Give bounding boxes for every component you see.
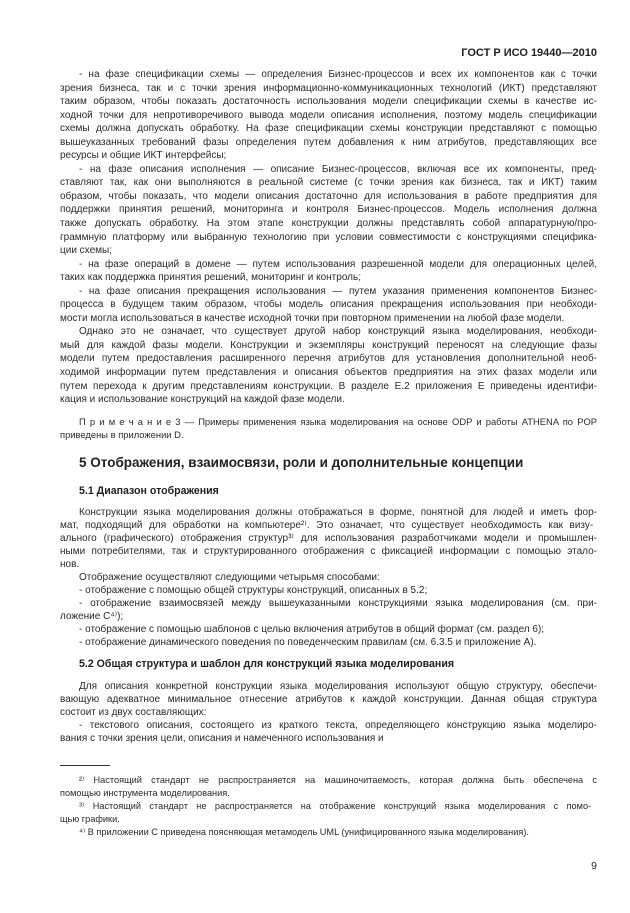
- text-line-content: ными потребителями, так и структурированного отображения с фиксацией информации с помощью этало-: [60, 546, 597, 557]
- paragraph: [60, 584, 597, 597]
- text-line-content: - на фазе описания прекращения использования — путем указания применения компонентов Бизнес-: [79, 285, 597, 297]
- text-line-content: образом, чтобы показать, что модели описания достаточно для использования в работе предприятия для: [60, 190, 597, 202]
- text-line: [60, 706, 597, 719]
- note-3: [60, 415, 597, 441]
- paragraph: [60, 506, 597, 571]
- text-line-content: ции схемы;: [60, 245, 112, 257]
- text-line: [60, 610, 597, 623]
- text-line-content: вышеуказанных требований фазы определения путем добавления к ним атрибутов, представляющих все: [60, 136, 597, 148]
- text-line: [60, 558, 597, 571]
- text-line-content: ходимой информации путем представления и описания объектов предприятия на этих фазах модели или: [60, 367, 597, 379]
- text-line-content: - отображение с помощью шаблонов с целью включения атрибутов в общий формат (см. раздел 6);: [79, 624, 545, 635]
- text-line: [60, 571, 597, 584]
- text-line-content: Конструкции языка моделирования должны отображаться в форме, понятной для людей и иметь фор-: [79, 507, 597, 518]
- text-line-content: мат, подходящий для обработки на компьютере²⁾. Это означает, что существует необходимость как визу-: [60, 520, 594, 531]
- text-line: [60, 203, 597, 217]
- text-line-content: - на фазе операций в домене — путем использования разрешенной модели для операционных целей,: [79, 258, 597, 270]
- text-line: [60, 623, 597, 636]
- paragraph: [60, 415, 597, 441]
- text-line-content: Отображение осуществляют следующими четырьмя способами:: [79, 572, 380, 583]
- text-line-content: ²⁾ Настоящий стандарт не распространяется на машиночитаемость, которая должна быть обеспечена с: [79, 775, 597, 785]
- text-line: [60, 149, 597, 163]
- text-line-content: Для описания конкретной конструкции языка моделирования используют общую структуру, обеспечи-: [79, 681, 597, 692]
- text-line: [60, 584, 597, 597]
- footnotes: [60, 774, 597, 839]
- text-line: [60, 366, 597, 380]
- paragraph: [60, 68, 597, 163]
- page-number: 9: [591, 860, 597, 872]
- text-line-content: таких как поддержка принятия решений, мониторинг и контроль;: [60, 272, 361, 284]
- text-line: [60, 82, 597, 96]
- text-line: [60, 380, 597, 394]
- text-line: [60, 719, 597, 732]
- text-line-content: ходной точки для непротиворечивого вывода модели описания исполнения, поэтому модель спецификации: [60, 109, 597, 121]
- text-line-content: кация и использование конструкций на каждой фазе модели.: [60, 394, 345, 406]
- text-line-content: мый для каждой фазы модели. Конструкции и экземпляры конструкций переносят на следующие фазы: [60, 339, 597, 351]
- text-line-content: поддержки принятия решений, мониторинга и контроля Бизнес-процессов. Модель исполнения должна: [60, 204, 597, 216]
- text-line: [60, 506, 597, 519]
- text-line-content: помощью инструмента моделирования.: [60, 788, 230, 798]
- text-line-content: ложение С⁴⁾);: [60, 611, 124, 622]
- text-line: [60, 163, 597, 177]
- heading-section-5-2: 5.2 Общая структура и шаблон для конструкций языка моделирования: [79, 658, 455, 670]
- text-line-content: - отображение взаимосвязей между вышеуказанными конструкциями языка моделирования (см. при-: [79, 598, 597, 609]
- text-line: [60, 545, 597, 558]
- paragraph: [60, 774, 597, 800]
- text-line: [60, 109, 597, 123]
- text-line: [60, 693, 597, 706]
- text-line: [60, 312, 597, 326]
- text-line-content: ставляют так, как они выполняются в реальной системе (с точки зрения как бизнеса, так и ИКТ) таким: [60, 177, 597, 189]
- text-line: [60, 68, 597, 82]
- text-line: [60, 519, 597, 532]
- section-5-1-text: [60, 506, 597, 649]
- text-line: [60, 352, 597, 366]
- paragraph: [60, 719, 597, 745]
- text-line: [60, 244, 597, 258]
- text-line: [60, 636, 597, 649]
- text-line: [60, 122, 597, 136]
- text-line-content: Однако это не означает, что существует другой набор конструкций языка моделирования, необходи-: [79, 326, 597, 338]
- heading-section-5-1: 5.1 Диапазон отображения: [79, 485, 219, 497]
- section-phases-text: [60, 68, 597, 407]
- text-line: [60, 532, 597, 545]
- paragraph: [60, 285, 597, 326]
- text-line-content: щью графики.: [60, 814, 120, 824]
- text-line-content: П р и м е ч а н и е 3 — Примеры применения языка моделирования на основе ODP и работы ATHENA по POP: [79, 416, 597, 427]
- text-line-content: зрения бизнеса, так и с точки зрения информационно-коммуникационных технологий (ИКТ) представляют: [60, 82, 597, 94]
- text-line-content: таким образом, чтобы показать достаточность использования модели спецификации схемы в качестве ис-: [60, 96, 597, 108]
- text-line: [60, 680, 597, 693]
- text-line-content: нов.: [60, 559, 80, 570]
- text-line: [60, 800, 597, 813]
- text-line-content: приведены в приложении D.: [60, 429, 184, 440]
- text-line: [60, 787, 597, 800]
- paragraph: [60, 163, 597, 258]
- text-line: [60, 298, 597, 312]
- text-line-content: вания с точки зрения цели, описания и намеченного использования и: [60, 733, 384, 744]
- text-line: [60, 428, 597, 441]
- paragraph: [60, 680, 597, 719]
- text-line-content: - отображение с помощью общей структуры конструкций, описанных в 5.2;: [79, 585, 428, 596]
- text-line-content: состоит из двух составляющих:: [60, 707, 207, 718]
- text-line: [60, 176, 597, 190]
- text-line-content: ального (графического) отображения структур³⁾ для использования разработчиками модели и промышлен-: [60, 533, 597, 544]
- text-line: [60, 325, 597, 339]
- text-line-content: ⁴⁾ В приложении С приведена поясняющая метамодель UML (унифицированного языка моделирования).: [79, 827, 529, 837]
- text-line-content: - на фазе описания исполнения — описание Бизнес-процессов, включая все их компоненты, пред-: [79, 163, 597, 175]
- text-line: [60, 732, 597, 745]
- text-line-content: граммную платформу или выбранную технологию при условии совместимости с конструкциями специфика-: [60, 231, 597, 243]
- text-line-content: - на фазе спецификации схемы — определения Бизнес-процессов и всех их компонентов как с точки: [79, 69, 597, 80]
- document-id-header: ГОСТ Р ИСО 19440—2010: [461, 47, 597, 59]
- footnote-divider: [60, 765, 110, 766]
- text-line-content: модели путем предоставления расширенного перечня атрибутов для установления дополнительной необ-: [60, 353, 597, 365]
- text-line-content: также допускать обработку. На этом этапе конструкции должны представлять собой аппаратурную/про-: [60, 218, 597, 230]
- text-line: [60, 826, 597, 839]
- text-line: [60, 339, 597, 353]
- paragraph: [60, 325, 597, 406]
- text-line: [60, 190, 597, 204]
- paragraph: [60, 800, 597, 826]
- text-line: [60, 136, 597, 150]
- text-line: [60, 271, 597, 285]
- text-line: [60, 774, 597, 787]
- paragraph: [60, 636, 597, 649]
- paragraph: [60, 826, 597, 839]
- text-line: [60, 813, 597, 826]
- text-line: [60, 217, 597, 231]
- text-line: [60, 258, 597, 272]
- paragraph: [60, 597, 597, 623]
- text-line-content: - отображение динамического поведения по поведенческим правилам (см. 6.3.5 и приложение А).: [79, 637, 537, 648]
- text-line: [60, 95, 597, 109]
- text-line-content: мости могла использоваться в качестве исходной точки при повторном применении на любой фазе модели.: [60, 312, 565, 324]
- text-line: [60, 415, 597, 428]
- text-line-content: схемы должна допускать обработку. На фазе спецификации схемы конструкции представляют с помощью: [60, 123, 597, 135]
- section-5-2-text: [60, 680, 597, 745]
- text-line-content: - текстового описания, состоящего из краткого текста, определяющего конструкцию языка моделиро-: [79, 720, 597, 731]
- text-line-content: вающую адекватное минимальное отнесение атрибутов к каждой конструкции. Данная общая структура: [60, 694, 597, 705]
- paragraph: [60, 258, 597, 285]
- text-line-content: ресурсы и общие ИКТ интерфейсы;: [60, 150, 227, 162]
- text-line: [60, 597, 597, 610]
- text-line: [60, 285, 597, 299]
- text-line: [60, 393, 597, 407]
- text-line-content: путем перехода к другим представлениям конструкции. В разделе Е.2 приложения Е приведены идентифи-: [60, 380, 597, 392]
- heading-section-5: 5 Отображения, взаимосвязи, роли и дополнительные концепции: [79, 455, 524, 470]
- text-line-content: ³⁾ Настоящий стандарт не распространяется на отображение конструкций языка моделирования с помо-: [79, 801, 592, 811]
- text-line-content: процесса в будущем таким образом, чтобы модель описания прекращения использования при необходи-: [60, 299, 597, 311]
- text-line: [60, 231, 597, 245]
- paragraph: [60, 571, 597, 584]
- paragraph: [60, 623, 597, 636]
